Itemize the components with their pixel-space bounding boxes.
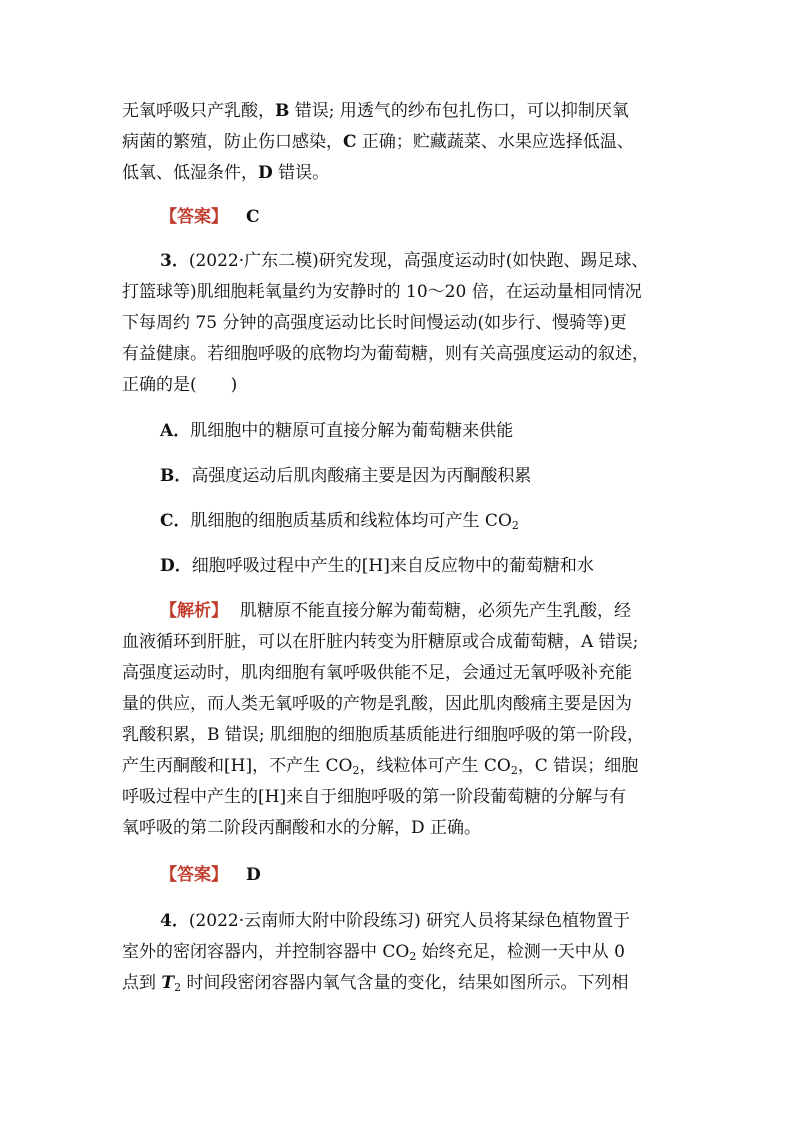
option-c bbox=[160, 510, 519, 532]
text-run: 肌糖原不能直接分解为葡萄糖，必须先产生乳酸，经 bbox=[240, 601, 631, 621]
text-run: 呼吸过程中产生的[H]来自于细胞呼吸的第一阶段葡萄糖的分解与有 bbox=[122, 787, 627, 807]
question-stem-line bbox=[122, 343, 649, 365]
option-text: 肌细胞的细胞质基质和线粒体均可产生 CO bbox=[190, 511, 512, 531]
analysis-line bbox=[122, 693, 632, 715]
text-line bbox=[122, 100, 629, 122]
text-run: 有益健康。若细胞呼吸的底物均为葡萄糖，则有关高强度运动的叙述， bbox=[122, 344, 649, 364]
answer-value: C bbox=[246, 207, 260, 227]
option-b bbox=[160, 465, 531, 487]
subscript: 2 bbox=[352, 764, 360, 777]
answer-line bbox=[160, 206, 260, 228]
text-run: 低氧、低湿条件， bbox=[122, 163, 258, 183]
text-run: (2022·广东二模)研究发现，高强度运动时(如快跑、踢足球、 bbox=[188, 251, 649, 271]
text-run: 氧呼吸的第二阶段丙酮酸和水的分解，D 正确。 bbox=[122, 818, 482, 838]
analysis-line bbox=[160, 600, 631, 622]
question-number: 4． bbox=[160, 911, 189, 931]
question-stem-line bbox=[122, 281, 642, 303]
option-letter: A． bbox=[160, 421, 191, 441]
option-ref: B bbox=[275, 101, 290, 121]
option-letter: D． bbox=[160, 556, 192, 576]
text-run: 错误; 用透气的纱布包扎伤口，可以抑制厌氧 bbox=[289, 101, 629, 121]
text-run: 量的供应，而人类无氧呼吸的产物是乳酸，因此肌肉酸痛主要是因为 bbox=[122, 694, 632, 714]
text-run: 病菌的繁殖，防止伤口感染， bbox=[122, 132, 343, 152]
text-line bbox=[122, 162, 329, 184]
subscript: 2 bbox=[409, 950, 417, 963]
question-stem-line bbox=[122, 374, 237, 396]
option-ref: D bbox=[258, 163, 273, 183]
question-stem-line bbox=[160, 250, 648, 272]
option-text: 肌细胞中的糖原可直接分解为葡萄糖来供能 bbox=[190, 421, 514, 441]
answer-tag: 【答案】 bbox=[160, 865, 228, 885]
question-stem-line bbox=[122, 941, 625, 963]
question-number: 3． bbox=[160, 251, 189, 271]
text-run: 正确的是( ) bbox=[122, 375, 238, 395]
answer-tag: 【答案】 bbox=[160, 207, 228, 227]
text-run: 无氧呼吸只产乳酸， bbox=[122, 101, 275, 121]
question-stem-line bbox=[160, 910, 630, 932]
analysis-tag: 【解析】 bbox=[160, 601, 228, 621]
subscript: 2 bbox=[174, 981, 182, 994]
text-run: 时间段密闭容器内氧气含量的变化，结果如图所示。下列相 bbox=[181, 973, 629, 993]
text-run: 始终充足，检测一天中从 0 bbox=[416, 942, 625, 962]
analysis-line bbox=[122, 755, 638, 777]
subscript: 2 bbox=[510, 764, 518, 777]
analysis-line bbox=[122, 724, 644, 746]
text-run: 错误。 bbox=[272, 163, 330, 183]
text-run: 点到 bbox=[122, 973, 162, 993]
analysis-line bbox=[122, 631, 638, 653]
variable-t: T bbox=[161, 973, 175, 993]
text-run: 打篮球等)肌细胞耗氧量约为安静时的 10～20 倍，在运动量相同情况 bbox=[122, 282, 642, 302]
text-line bbox=[122, 131, 634, 153]
text-run: ，C 错误；细胞 bbox=[517, 756, 639, 776]
text-run: 室外的密闭容器内，并控制容器中 CO bbox=[122, 942, 410, 962]
option-text: 高强度运动后肌肉酸痛主要是因为丙酮酸积累 bbox=[191, 466, 532, 486]
option-letter: B． bbox=[160, 466, 192, 486]
question-stem-line bbox=[122, 972, 628, 994]
text-run: 下每周约 75 分钟的高强度运动比长时间慢运动(如步行、慢骑等)更 bbox=[122, 313, 627, 333]
answer-line bbox=[160, 864, 261, 886]
text-run: 乳酸积累，B 错误; 肌细胞的细胞质基质能进行细胞呼吸的第一阶段， bbox=[122, 725, 645, 745]
subscript: 2 bbox=[511, 519, 519, 532]
text-run: 产生丙酮酸和[H]，不产生 CO bbox=[122, 756, 353, 776]
text-run: ，线粒体可产生 CO bbox=[359, 756, 511, 776]
option-ref: C bbox=[343, 132, 357, 152]
question-stem-line bbox=[122, 312, 627, 334]
option-text: 细胞呼吸过程中产生的[H]来自反应物中的葡萄糖和水 bbox=[191, 556, 594, 576]
text-run: (2022·云南师大附中阶段练习) 研究人员将某绿色植物置于 bbox=[188, 911, 631, 931]
analysis-line bbox=[122, 817, 481, 839]
answer-value: D bbox=[246, 865, 261, 885]
option-letter: C． bbox=[160, 511, 191, 531]
option-a bbox=[160, 420, 513, 442]
text-run: 正确；贮藏蔬菜、水果应选择低温、 bbox=[356, 132, 634, 152]
analysis-line bbox=[122, 662, 632, 684]
text-run: 高强度运动时，肌肉细胞有氧呼吸供能不足，会通过无氧呼吸补充能 bbox=[122, 663, 632, 683]
text-run: 血液循环到肝脏，可以在肝脏内转变为肝糖原或合成葡萄糖，A 错误; bbox=[122, 632, 639, 652]
option-d bbox=[160, 555, 594, 577]
analysis-line bbox=[122, 786, 626, 808]
